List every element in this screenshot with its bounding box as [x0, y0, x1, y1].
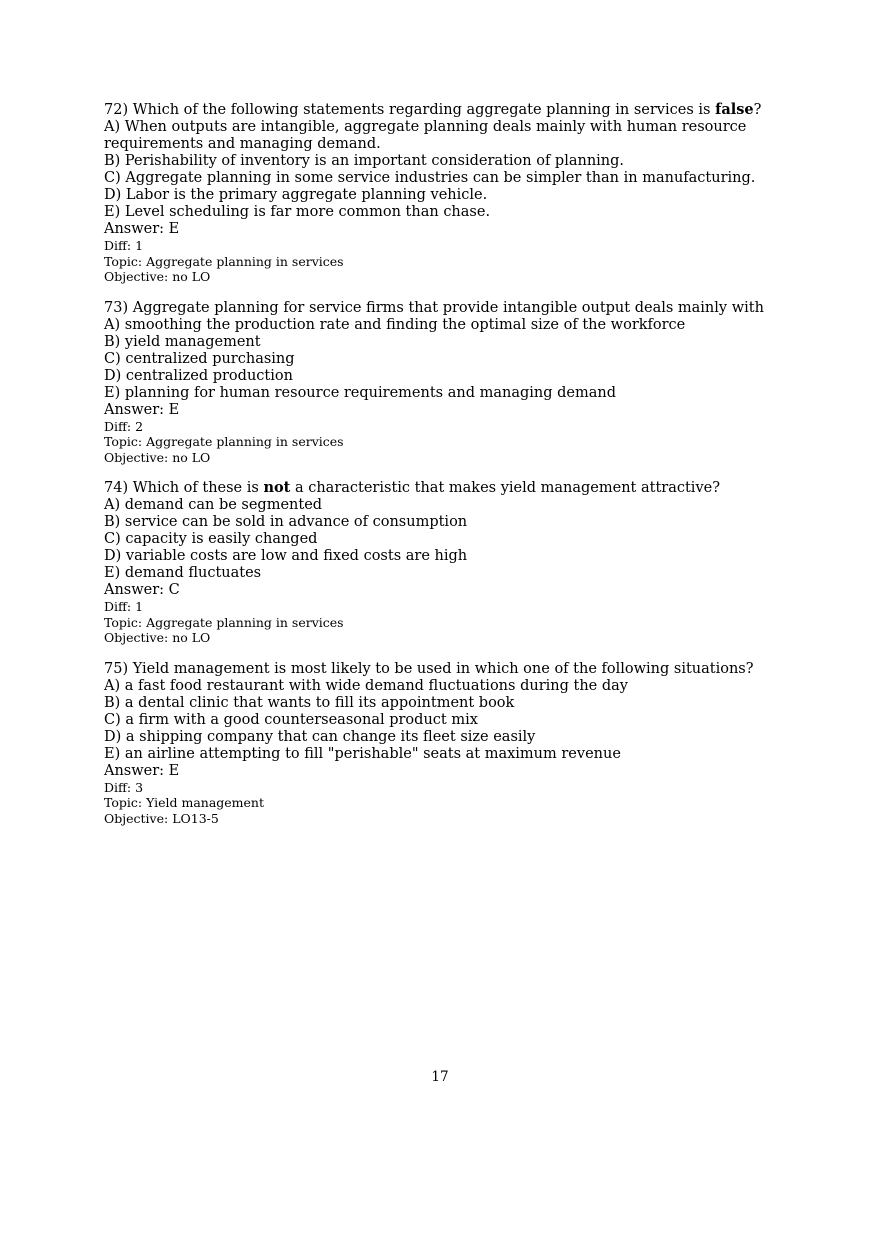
question-stem: 75) Yield management is most likely to be used in which one of the following situations?: [104, 660, 754, 677]
difficulty: Diff: 1: [104, 599, 144, 614]
option-d: D) a shipping company that can change its fleet size easily: [104, 728, 536, 745]
objective: Objective: LO13-5: [104, 810, 219, 826]
objective: Objective: no LO: [104, 449, 211, 465]
option-a: A) a fast food restaurant with wide demand fluctuations during the day: [104, 677, 628, 694]
question-74: [104, 479, 804, 646]
option-e: E) an airline attempting to fill "perishable" seats at maximum revenue: [104, 745, 621, 762]
topic: Topic: Aggregate planning in services: [104, 614, 344, 630]
answer: Answer: E: [104, 762, 180, 779]
option-b: B) Perishability of inventory is an important consideration of planning.: [104, 153, 625, 169]
answer: Answer: E: [104, 221, 180, 237]
option-d: D) Labor is the primary aggregate planning vehicle.: [104, 187, 488, 203]
answer: Answer: E: [104, 401, 180, 418]
topic: Topic: Yield management: [104, 795, 265, 810]
option-c: C) a firm with a good counterseasonal product mix: [104, 711, 478, 728]
option-a: A) When outputs are intangible, aggregate planning deals mainly with human resource requirements and managing demand.: [104, 119, 747, 152]
option-b: B) service can be sold in advance of consumption: [104, 514, 468, 530]
answer: Answer: C: [104, 582, 180, 598]
option-b: B) yield management: [104, 333, 261, 350]
difficulty: Diff: 1: [104, 238, 144, 253]
question-stem: 72) Which of the following statements regarding aggregate planning in services is false?: [104, 101, 762, 118]
topic: Topic: Aggregate planning in services: [104, 253, 344, 269]
topic: Topic: Aggregate planning in services: [104, 434, 344, 449]
option-d: D) variable costs are low and fixed costs are high: [104, 548, 468, 564]
option-d: D) centralized production: [104, 367, 293, 384]
question-72: [104, 101, 804, 285]
page-number: 17: [431, 1069, 449, 1085]
difficulty: Diff: 2: [104, 418, 144, 434]
option-c: C) centralized purchasing: [104, 350, 295, 367]
question-stem: 74) Which of these is not a characteristic that makes yield management attractive?: [104, 479, 720, 496]
page-content: [104, 101, 804, 840]
question-stem: 73) Aggregate planning for service firms that provide intangible output deals mainly with: [104, 299, 764, 316]
option-b: B) a dental clinic that wants to fill its appointment book: [104, 694, 515, 711]
difficulty: Diff: 3: [104, 779, 144, 795]
question-73: [104, 299, 804, 466]
option-e: E) planning for human resource requirements and managing demand: [104, 384, 616, 401]
objective: Objective: no LO: [104, 630, 211, 645]
option-e: E) Level scheduling is far more common than chase.: [104, 204, 491, 220]
option-a: A) demand can be segmented: [104, 497, 323, 513]
option-a: A) smoothing the production rate and finding the optimal size of the workforce: [104, 316, 686, 333]
option-c: C) capacity is easily changed: [104, 531, 318, 547]
option-e: E) demand fluctuates: [104, 565, 262, 581]
question-75: [104, 660, 804, 827]
option-c: C) Aggregate planning in some service industries can be simpler than in manufacturing.: [104, 170, 756, 186]
objective: Objective: no LO: [104, 269, 211, 284]
